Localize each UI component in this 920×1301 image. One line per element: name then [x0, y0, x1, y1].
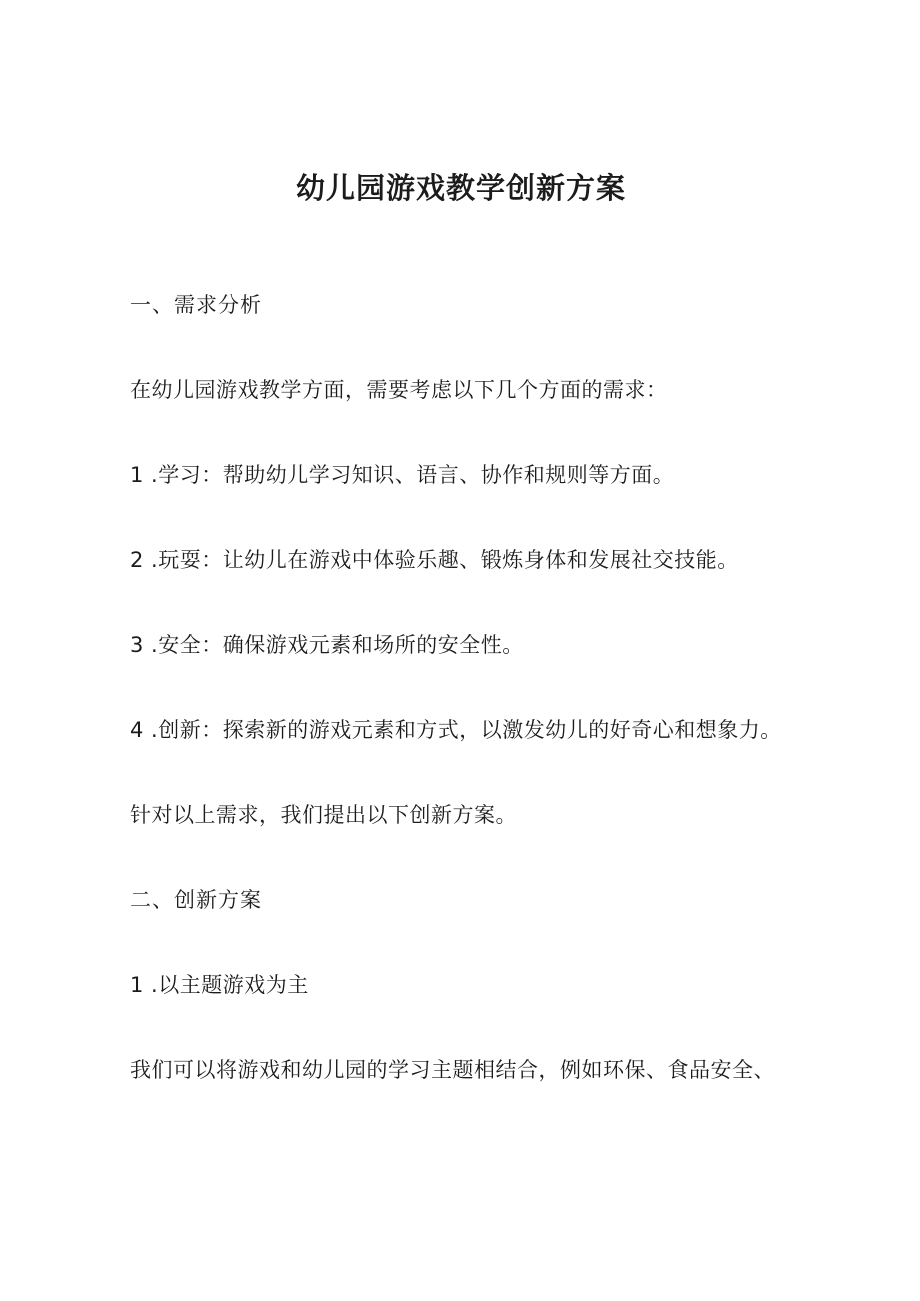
paragraph-transition: 针对以上需求，我们提出以下创新方案。 — [130, 803, 517, 827]
list-item-play: 2 .玩耍：让幼儿在游戏中体验乐趣、锻炼身体和发展社交技能。 — [130, 548, 739, 572]
list-item-learning: 1 .学习：帮助幼儿学习知识、语言、协作和规则等方面。 — [130, 463, 675, 487]
section-heading-needs-analysis: 一、需求分析 — [130, 293, 262, 317]
document-title: 幼儿园游戏教学创新方案 — [295, 171, 626, 205]
paragraph-theme-games-body: 我们可以将游戏和幼儿园的学习主题相结合，例如环保、食品安全、 — [130, 1058, 775, 1082]
paragraph-needs-intro: 在幼儿园游戏教学方面，需要考虑以下几个方面的需求： — [130, 378, 668, 402]
list-item-safety: 3 .安全：确保游戏元素和场所的安全性。 — [130, 633, 524, 657]
sub-heading-theme-games: 1 .以主题游戏为主 — [130, 973, 309, 997]
list-item-innovation: 4 .创新：探索新的游戏元素和方式，以激发幼儿的好奇心和想象力。 — [130, 718, 782, 742]
section-heading-innovation-plan: 二、创新方案 — [130, 888, 262, 912]
